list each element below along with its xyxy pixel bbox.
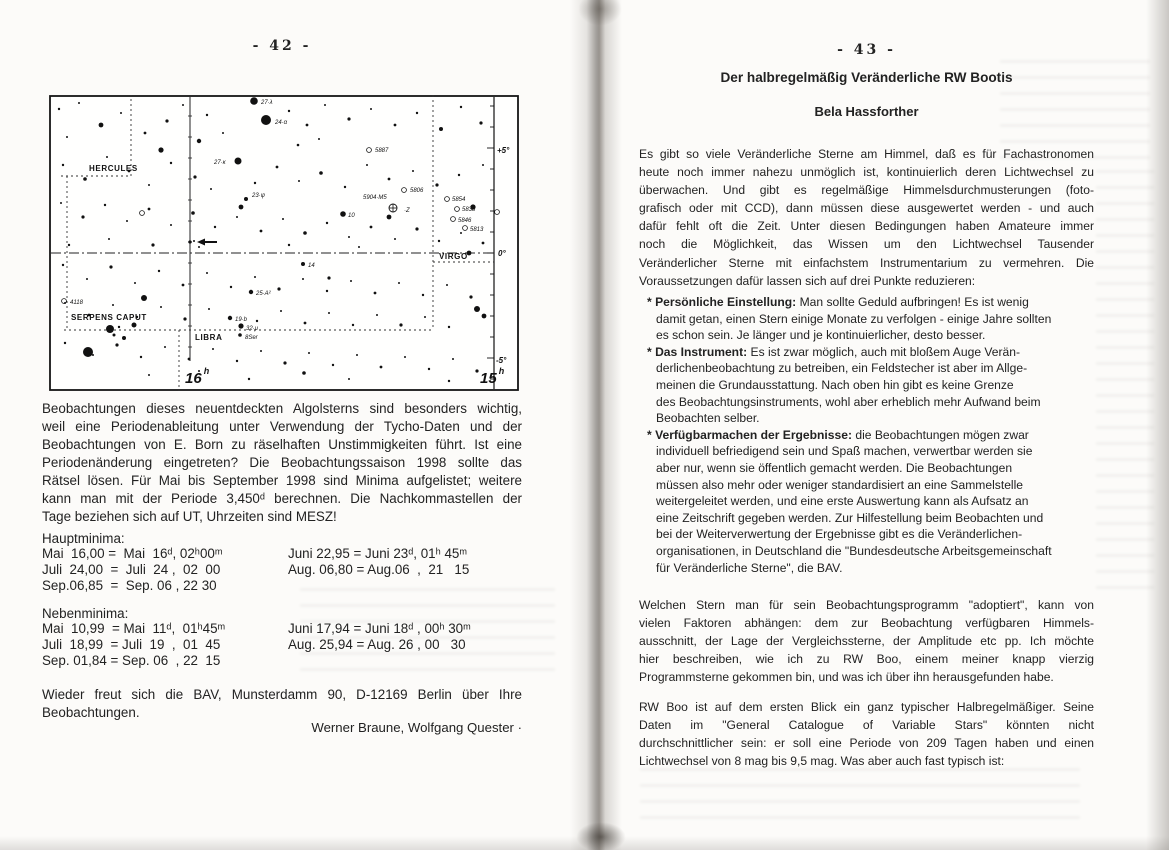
star-dot — [301, 262, 305, 266]
text-line: dafür fehlt oft die Zeit. Unter diesen Bedingungen haben Amateure immer — [639, 219, 1094, 234]
left-paragraph-1 — [42, 400, 522, 526]
table-row — [42, 621, 522, 637]
text-line: meinen die Grundausstattung. Nach oben hin gibt es keine Grenze — [656, 377, 1014, 392]
star-dot — [356, 354, 358, 356]
text-line: RW Boo ist auf dem ersten Blick ein ganz typischer Halbregelmäßiger. Seine — [639, 700, 1094, 714]
star-dot — [164, 346, 166, 348]
star-chart-figure — [49, 95, 519, 391]
star-dot — [108, 238, 110, 240]
star-dot — [327, 276, 330, 279]
star-label: 23·ψ — [252, 193, 266, 199]
bullet-continuation — [647, 443, 1094, 576]
star-dot — [81, 215, 84, 218]
star-dot — [482, 164, 484, 166]
star-dot — [474, 306, 480, 312]
star-dot — [256, 320, 258, 322]
text-line: weil eine Periodenableitung unter Verwendung der Tycho-Daten und der — [42, 419, 522, 434]
star-dot — [297, 144, 300, 147]
text-line: vielen Faktoren abhängen: dem zur Beobachtung verfügbaren Himmels- — [639, 616, 1094, 631]
star-dot — [148, 208, 151, 211]
star-dot — [374, 292, 377, 295]
star-dot — [239, 205, 244, 210]
star-dot — [208, 308, 210, 310]
star-dot — [99, 123, 104, 128]
star-dot — [276, 166, 279, 169]
star-dot — [308, 352, 310, 354]
star-dot — [235, 158, 242, 165]
star-dot — [404, 356, 406, 358]
star-dot — [134, 282, 136, 284]
star-dot — [170, 224, 172, 226]
list-item — [647, 344, 1094, 427]
star-dot — [249, 290, 253, 294]
star-dot — [302, 371, 306, 375]
star-dot — [352, 324, 354, 326]
star-label: 5887 — [375, 148, 389, 154]
galaxy-circle — [62, 299, 67, 304]
text-line: Beobachtungen dieses neuentdeckten Algolsterns sind besonders wichtig, — [42, 401, 522, 416]
text-line: es schon sein. Je länger und je kontinuierlicher, desto besser. — [656, 328, 986, 343]
star-dot — [398, 282, 400, 284]
star-dot — [428, 368, 430, 370]
star-dot — [475, 369, 478, 372]
star-dot — [254, 182, 256, 184]
constellation-label: HERCULES — [89, 164, 138, 173]
star-dot — [350, 280, 352, 282]
star-dot — [113, 334, 116, 337]
chart-frame — [50, 96, 518, 390]
star-dot — [112, 304, 114, 306]
star-dot — [148, 374, 150, 376]
star-dot — [210, 188, 212, 190]
text-line: Welchen Stern man für sein Beobachtungsprogramm "adoptiert", kann von — [639, 598, 1094, 612]
star-dot — [183, 317, 186, 320]
star-dot — [439, 127, 443, 131]
minima-cell: Sep. 01,84 = Sep. 06 , 22 15 — [42, 653, 221, 668]
text-line: individuell befriedigend sein und Spaß machen, verwertbar werden sie — [656, 444, 1033, 459]
star-dot — [306, 124, 309, 127]
star-dot — [236, 360, 238, 362]
star-dot — [193, 240, 195, 242]
star-dot — [326, 290, 328, 292]
star-dot — [250, 97, 258, 105]
star-dot — [380, 366, 383, 369]
declination-label: 0° — [498, 249, 506, 258]
text-line: müssen also mehr oder weniger standardisiert an eine Sammelstelle — [656, 477, 1024, 492]
star-dot — [197, 139, 201, 143]
star-dot — [228, 316, 232, 320]
star-label: 5854 — [452, 197, 466, 203]
star-dot — [170, 162, 172, 164]
star-dot — [460, 232, 462, 234]
list-item — [647, 427, 1094, 576]
star-dot — [399, 323, 402, 326]
star-label: 4118 — [70, 300, 83, 306]
text-line: aber nur, wenn sie öffentlich gemacht werden. Die Beobachtungen — [656, 460, 1013, 475]
star-dot — [303, 231, 307, 235]
star-dot — [158, 270, 160, 272]
text-line: Es gibt so viele Veränderliche Sterne am Himmel, daß es für Fachastronomen — [639, 147, 1094, 161]
declination-label: +5° — [497, 146, 510, 155]
text-line: für Veränderliche Sterne", die BAV. — [656, 560, 843, 575]
star-dot — [318, 138, 320, 140]
hour-label: 16 $^h$ — [185, 366, 210, 387]
star-dot — [302, 278, 304, 280]
star-dot — [326, 222, 328, 224]
star-dot — [132, 323, 137, 328]
list-item — [647, 294, 1094, 344]
text-line: Veränderlicher Sterne mit einfachstem Instrumentarium zu vermehren. Die — [639, 255, 1094, 270]
minima-cell: Aug. 25,94 = Aug. 26 , 00 30 — [288, 637, 466, 652]
star-label: 27·κ — [214, 160, 226, 166]
text-line: weitergeleitet werden, und eine erste Auswertung kann als Aufsatz an — [656, 494, 1029, 509]
left-arrow-icon — [197, 239, 205, 246]
text-line: überwachen. Und gibt es regelmäßige Himmelsdurchmusterungen (foto- — [639, 183, 1094, 198]
text-line: eine Zeitschrift gegeben werden. Zur Hilfestellung beim Beobachten und — [656, 510, 1044, 525]
star-dot — [387, 215, 392, 220]
left-page-header — [42, 38, 522, 54]
star-dot — [469, 295, 472, 298]
minima-cell: Sep.06,85 = Sep. 06 , 22 30 — [42, 578, 217, 593]
star-dot — [148, 184, 150, 186]
galaxy-circle — [402, 188, 407, 193]
star-dot — [298, 180, 300, 182]
star-dot — [358, 246, 360, 248]
star-dot — [319, 171, 323, 175]
text-line: grafisch oder mit CCD), dann müssen diese ausgewertet werden - und auch — [639, 201, 1094, 216]
nebenminima-label: Nebenminima: — [42, 606, 129, 621]
star-dot — [422, 294, 424, 296]
text-line: derlichenbeobachtung zu betreiben, ein Feldstecher ist aber im Allge- — [656, 361, 1028, 376]
star-dot — [62, 164, 64, 166]
star-dot — [412, 170, 414, 172]
text-line: Beobachten selber. — [656, 411, 760, 426]
star-dot — [340, 211, 346, 217]
minima-cell: Juli 24,00 = Juli 24 , 02 00 — [42, 562, 221, 577]
text-line: kann man mit der Periode 3,450ᵈ berechnen. Die Nachkommastellen der — [42, 491, 522, 506]
star-dot — [370, 108, 372, 110]
star-dot — [106, 156, 108, 158]
text-line: Tage beziehen sich auf UT, Uhrzeiten sind MESZ! — [42, 509, 337, 524]
bleed-through-right-margin — [1096, 170, 1154, 600]
star-dot — [191, 211, 195, 215]
constellation-label: SERPENS CAPUT — [71, 313, 147, 322]
text-line: Periodenänderung eingetreten? Die Beobachtungssaison 1998 sollte das — [42, 455, 522, 470]
star-label: 14 — [308, 263, 315, 269]
star-dot — [60, 202, 62, 204]
star-dot — [238, 333, 242, 337]
star-dot — [458, 174, 460, 176]
star-dot — [452, 358, 454, 360]
minima-cell: Juni 17,94 = Juni 18ᵈ , 00ʰ 30ᵐ — [288, 621, 471, 636]
star-dot — [332, 364, 334, 366]
constellation-label: VIRGO — [439, 252, 468, 261]
star-label: 5806 — [410, 188, 424, 194]
left-closing-paragraph — [42, 686, 522, 722]
star-dot — [394, 238, 396, 240]
text-line: noch die Möglichkeit, das Wissen um den Lichtwechsel Tausender — [639, 237, 1094, 252]
star-label: 19·b — [235, 317, 248, 323]
star-dot — [348, 378, 350, 380]
star-dot — [68, 244, 70, 246]
star-dot — [344, 186, 346, 188]
star-dot — [165, 119, 168, 122]
star-dot — [62, 264, 64, 266]
star-dot — [448, 380, 450, 382]
star-dot — [206, 272, 208, 274]
bullet-lead: Es ist zwar möglich, auch mit bloßem Auge Verän- — [747, 344, 1021, 359]
star-dot — [188, 358, 191, 361]
star-dot — [261, 115, 271, 125]
star-label: 32·μ — [246, 326, 258, 332]
text-line: Beobachtungen von E. Born zu räselhaften Unstimmigkeiten führt. Ist eine — [42, 437, 522, 452]
gutter-bottom-shadow — [576, 822, 626, 850]
star-dot — [151, 243, 154, 246]
star-dot — [122, 336, 126, 340]
text-line: heute noch immer nahezu unmöglich ist, kontinuierlich deren Lichtwechsel zu — [639, 165, 1094, 180]
galaxy-circle — [367, 148, 372, 153]
star-dot — [482, 314, 487, 319]
star-dot — [140, 356, 142, 358]
nebenminima-table — [42, 621, 522, 669]
star-dot — [479, 121, 482, 124]
star-dot — [86, 278, 88, 280]
star-chart-svg — [49, 95, 519, 391]
star-dot — [446, 284, 448, 286]
star-dot — [348, 236, 350, 238]
galaxy-circle — [463, 226, 468, 231]
star-dot — [236, 216, 238, 218]
text-line: hier beschreiben, wie ich zu RW Boo, einem meiner knapp vierzig — [639, 652, 1094, 667]
galaxy-circle — [445, 197, 450, 202]
bleed-through-bottom-right — [640, 768, 1080, 823]
star-dot — [435, 183, 438, 186]
star-dot — [280, 310, 282, 312]
bullet-list — [639, 294, 1094, 576]
signature: Werner Braune, Wolfgang Quester · — [311, 720, 522, 735]
star-dot — [260, 230, 263, 233]
text-line: des Beobachtungsinstruments, wohl aber erheblich mehr Aufwand beim — [656, 394, 1041, 409]
star-dot — [58, 108, 60, 110]
star-dot — [416, 112, 418, 114]
star-dot — [277, 287, 280, 290]
text-line: durchschnittlicher sein: er soll eine Periode von 209 Tagen haben und einen — [639, 736, 1094, 751]
galaxy-circle — [140, 211, 145, 216]
star-dot — [482, 242, 485, 245]
star-label: 24·α — [275, 120, 288, 126]
table-row — [42, 562, 522, 578]
star-label: 27·λ — [261, 100, 273, 106]
star-dot — [254, 276, 256, 278]
star-label: 5846 — [458, 218, 472, 224]
star-dot — [324, 104, 326, 106]
minima-cell: Mai 10,99 = Mai 11ᵈ, 01ʰ45ᵐ — [42, 621, 226, 636]
minima-cell: Juli 18,99 = Juli 19 , 01 45 — [42, 637, 221, 652]
right-paragraph-3 — [639, 698, 1094, 770]
star-label: ·Z — [404, 208, 410, 214]
declination-label: -5° — [496, 356, 507, 365]
star-dot — [193, 175, 196, 178]
star-dot — [144, 132, 147, 135]
text-line: Rätsel lösen. Für Mai bis September 1998 sind Minima aufgelistet; weitere — [42, 473, 522, 488]
right-paragraph-1 — [639, 145, 1094, 290]
star-dot — [244, 197, 248, 201]
star-dot — [222, 132, 224, 134]
star-dot — [182, 284, 185, 287]
star-dot — [83, 347, 93, 357]
star-dot — [448, 326, 450, 328]
star-dot — [212, 348, 214, 350]
star-dot — [106, 325, 114, 333]
constellation-label: LIBRA — [195, 333, 223, 342]
star-dot — [92, 354, 94, 356]
text-line: Programmsterne gekommen bin, und was ich über ihn herausgefunden habe. — [639, 670, 1054, 685]
hauptminima-label: Hauptminima: — [42, 531, 125, 546]
star-dot — [347, 117, 350, 120]
star-dot — [328, 312, 330, 314]
star-dot — [283, 361, 286, 364]
table-row — [42, 637, 522, 653]
gutter-top-shadow — [578, 0, 622, 26]
bullet-title: * Das Instrument: — [647, 344, 748, 359]
star-dot — [288, 244, 290, 246]
star-dot — [214, 226, 216, 228]
text-line: damit getan, einen Stern einige Monate zu verfolgen - einige Jahre sollten — [656, 311, 1052, 326]
star-dot — [288, 110, 290, 112]
star-dot — [366, 164, 368, 166]
galaxy-circle — [451, 217, 456, 222]
star-dot — [160, 306, 162, 308]
galaxy-circle — [455, 207, 460, 212]
hour-label: 15 $^h$ — [480, 366, 505, 387]
star-dot — [78, 102, 80, 104]
star-dot — [118, 326, 120, 328]
left-page-number: - 42 - — [252, 38, 312, 54]
star-dot — [115, 343, 118, 346]
article-title: Der halbregelmäßig Veränderliche RW Bootis — [720, 70, 1013, 85]
star-dot — [394, 124, 397, 127]
star-dot — [182, 104, 184, 106]
star-dot — [206, 114, 208, 116]
star-dot — [141, 295, 147, 301]
bullet-lead: Man sollte Geduld aufbringen! Es ist wenig — [796, 295, 1029, 309]
right-page-number: - 43 - — [837, 42, 896, 58]
star-label: 5904·M5 — [363, 195, 387, 201]
star-dot — [260, 350, 262, 352]
star-dot — [238, 323, 243, 328]
table-row — [42, 653, 522, 669]
star-dot — [438, 240, 440, 242]
star-dot — [188, 240, 191, 243]
text-line: organisationen, in Deutschland die "Bundesdeutsche Arbeitsgemeinschaft — [656, 543, 1052, 558]
star-dot — [460, 106, 462, 108]
star-dot — [304, 322, 307, 325]
bullet-lead: die Beobachtungen mögen zwar — [852, 427, 1029, 442]
star-dot — [376, 314, 378, 316]
star-dot — [104, 204, 106, 206]
bottom-edge-shadow — [0, 836, 1169, 850]
star-label: 5813 — [470, 227, 484, 233]
star-label: 5838 — [462, 207, 476, 213]
star-dot — [248, 378, 250, 380]
page-edge-shadow — [1146, 0, 1169, 850]
minima-cell: Juni 22,95 = Juni 23ᵈ, 01ʰ 45ᵐ — [288, 546, 468, 561]
text-line: Beobachtungen. — [42, 705, 140, 720]
hauptminima-table — [42, 546, 522, 594]
table-row — [42, 578, 522, 594]
bullet-continuation — [647, 360, 1094, 426]
star-dot — [230, 286, 232, 288]
star-dot — [126, 220, 128, 222]
bullet-title: * Verfügbarmachen der Ergebnisse: — [647, 427, 852, 442]
star-dot — [120, 112, 122, 114]
bullet-continuation — [647, 311, 1094, 344]
text-line: ausschnitt, der Lage der Vergleichssterne, der Amplitude etc pp. Ich möchte — [639, 634, 1094, 649]
minima-cell: Mai 16,00 = Mai 16ᵈ, 02ʰ00ᵐ — [42, 546, 223, 561]
star-dot — [66, 136, 68, 138]
bullet-title: * Persönliche Einstellung: — [647, 295, 797, 309]
star-dot — [388, 178, 391, 181]
table-row — [42, 546, 522, 562]
minima-cell: Aug. 06,80 = Aug.06 , 21 15 — [288, 562, 470, 577]
text-line: bei der Weiterverwertung der Ergebnisse gibt es die Veränderlichen- — [656, 527, 1023, 542]
text-line: Lichtwechsel von 8 mag bis 9,5 mag. Was aber auch fast typisch ist: — [639, 754, 1005, 769]
right-paragraph-2 — [639, 596, 1094, 686]
star-dot — [109, 265, 112, 268]
star-label: 8Ser — [245, 335, 258, 341]
star-dot — [198, 246, 200, 248]
article-author: Bela Hassforther — [814, 104, 919, 119]
star-dot — [64, 342, 66, 344]
star-dot — [424, 316, 426, 318]
star-dot — [83, 177, 87, 181]
star-dot — [282, 218, 284, 220]
star-dot — [370, 226, 373, 229]
text-line: Daten im "General Catalogue of Variable Stars" könnten nicht — [639, 718, 1094, 733]
page-gutter-shadow — [570, 0, 622, 850]
star-label: 25·A² — [256, 291, 271, 297]
text-line: Voraussetzungen dafür lassen sich auf drei Punkte reduzieren: — [639, 273, 976, 288]
star-dot — [415, 227, 418, 230]
text-line: Wieder freut sich die BAV, Munsterdamm 90, D-12169 Berlin über Ihre — [42, 687, 522, 702]
star-label: 10 — [348, 213, 355, 219]
galaxy-circle — [495, 210, 500, 215]
star-dot — [158, 147, 163, 152]
